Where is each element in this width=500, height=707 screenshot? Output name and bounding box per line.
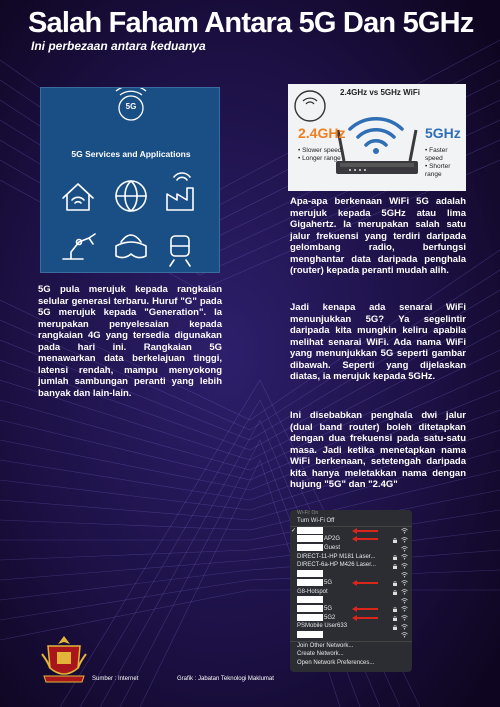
- lock-icon: [393, 607, 397, 612]
- redacted-name-block: [297, 570, 323, 577]
- lock-icon: [393, 625, 397, 630]
- lock-icon: [393, 581, 397, 586]
- wifi-network-name: DIRECT-6a-HP M426 Laser...: [297, 562, 376, 569]
- red-arrow-icon: [356, 617, 378, 619]
- wifi-network-name: 5G2: [324, 614, 336, 621]
- redacted-name-block: [297, 596, 323, 603]
- wifi-network-menu: [290, 510, 412, 672]
- wifi-network-item[interactable]: [290, 544, 412, 553]
- wifi-network-name: 5G: [324, 605, 333, 612]
- wifi-signal-icon: [401, 598, 408, 604]
- wifi-network-item[interactable]: [290, 596, 412, 605]
- wifi-network-item[interactable]: [290, 561, 412, 570]
- paragraph-wifi-5ghz: Apa-apa berkenaan WiFi 5G adalah merujuk kepada 5GHz atau lima Gigahertz. Ia merupakan salah satu jalur frekuensi yang terdiri daripada gelombang radio, berfungsi menghantar data daripada penghala (router) kepada peranti mudah alih.: [290, 196, 466, 276]
- wifi-network-name: DIRECT-11-HP M181 Laser...: [297, 553, 376, 560]
- wifi-signal-icon: [401, 589, 408, 595]
- footer-graphic-credit: Grafik : Jabatan Teknologi Maklumat: [177, 676, 274, 682]
- redacted-name-block: [297, 544, 323, 551]
- wifi-status-header: Wi-Fi: On: [297, 510, 319, 516]
- wifi-5ghz-bullets: [425, 147, 466, 179]
- redacted-name-block: [297, 527, 323, 534]
- wifi-network-item[interactable]: [290, 588, 412, 597]
- wifi-signal-icon: [401, 528, 408, 534]
- turn-wifi-off-item[interactable]: Turn Wi-Fi Off: [290, 517, 412, 527]
- wifi-network-item[interactable]: [290, 605, 412, 614]
- red-arrow-icon: [356, 530, 378, 532]
- wifi-signal-icon: [401, 546, 408, 552]
- lock-icon: [393, 538, 397, 543]
- wifi-network-name: G8-Hotspot: [297, 588, 328, 595]
- wifi-network-item[interactable]: [290, 631, 412, 640]
- wifi-network-name: AP2G: [324, 536, 341, 543]
- wifi-signal-icon: [401, 624, 408, 630]
- red-arrow-icon: [356, 582, 378, 584]
- wifi-signal-icon: [401, 606, 408, 612]
- bullet-item: • Shorter range: [425, 163, 451, 178]
- footer-source: Sumber : Internet: [92, 676, 139, 682]
- wifi-24ghz-label: 2.4GHz: [298, 125, 346, 141]
- wifi-card-title: 2.4GHz vs 5GHz WiFi: [340, 88, 420, 97]
- redacted-name-block: [297, 605, 323, 612]
- redacted-name-block: [297, 631, 323, 638]
- wifi-comparison-card: [288, 84, 466, 191]
- wifi-network-name: 5G: [324, 579, 333, 586]
- wifi-network-item[interactable]: [290, 535, 412, 544]
- wifi-network-item[interactable]: [290, 553, 412, 562]
- wifi-signal-icon: [401, 563, 408, 569]
- red-arrow-icon: [356, 608, 378, 610]
- page-subtitle: Ini perbezaan antara keduanya: [31, 39, 206, 53]
- wifi-network-item[interactable]: [290, 570, 412, 579]
- bullet-item: • Longer range: [298, 155, 341, 162]
- wifi-network-name: PSMobile User633: [297, 623, 348, 630]
- red-arrow-icon: [356, 538, 378, 540]
- bullet-item: • Slower speed: [298, 147, 342, 154]
- wifi-network-item[interactable]: [290, 614, 412, 623]
- redacted-name-block: [297, 535, 323, 542]
- institution-crest-icon: [40, 632, 88, 688]
- wifi-24ghz-bullets: [298, 147, 341, 163]
- wifi-network-item[interactable]: [290, 527, 412, 536]
- wifi-signal-icon: [401, 632, 408, 638]
- lock-icon: [393, 555, 397, 560]
- wifi-5ghz-label: 5GHz: [425, 125, 461, 141]
- 5g-badge-label: 5G: [125, 102, 137, 111]
- wifi-signal-icon: [401, 572, 408, 578]
- wifi-network-item[interactable]: [290, 579, 412, 588]
- page-title: Salah Faham Antara 5G Dan 5GHz: [28, 7, 474, 39]
- 5g-services-card: [40, 87, 220, 273]
- wifi-network-name: Guest: [324, 545, 341, 552]
- wifi-signal-icon: [401, 580, 408, 586]
- lock-icon: [393, 590, 397, 595]
- paragraph-5g-network: 5G pula merujuk kepada rangkaian selular generasi terbaru. Huruf "G" pada 5G merujuk kepada "Generation". Ia merupakan penyelesaian kepada rangkaian 4G yang tersedia digunakan pada hari ini. Rangkaian 5G menawarkan data berkelajuan tinggi, latensi rendah, mampu menyokong jumlah sambungan peranti yang lebih banyak dan lain-lain.: [38, 284, 222, 399]
- wifi-network-list: [290, 527, 412, 640]
- create-network-item[interactable]: Create Network...: [297, 651, 344, 658]
- redacted-name-block: [297, 579, 323, 586]
- wifi-signal-icon: [401, 615, 408, 621]
- paragraph-dual-band: Ini disebabkan penghala dwi jalur (dual band router) boleh ditetapkan dengan dua frekuensi pada satu-satu masa. Jadi ketika menetapkan nama WiFi berkenaan, setetengah daripada kita hanya meletakkan nama dengan hujung "5G" dan "2.4G": [290, 410, 466, 490]
- 5g-badge-icon: [41, 88, 221, 274]
- checkmark-icon: ✓: [291, 527, 297, 534]
- paragraph-why-5g-list: Jadi kenapa ada senarai WiFi menunjukkan 5G? Ya segelintir daripada kita mungkin keliru apabila melihat senarai WiFi. Ada nama WiFi yang menunjukkan 5G seperti gambar dibawah. Seperti yang dijelaskan diatas, ia merujuk kepada 5GHz.: [290, 302, 466, 382]
- open-network-preferences-item[interactable]: Open Network Preferences...: [297, 660, 375, 666]
- 5g-services-heading: 5G Services and Applications: [71, 149, 191, 159]
- wifi-signal-icon: [401, 537, 408, 543]
- wifi-network-item[interactable]: [290, 622, 412, 631]
- bullet-item: • Faster speed: [425, 147, 448, 162]
- join-other-network-item[interactable]: Join Other Network...: [297, 642, 354, 649]
- lock-icon: [393, 564, 397, 569]
- lock-icon: [393, 616, 397, 621]
- wifi-signal-icon: [401, 554, 408, 560]
- redacted-name-block: [297, 614, 323, 621]
